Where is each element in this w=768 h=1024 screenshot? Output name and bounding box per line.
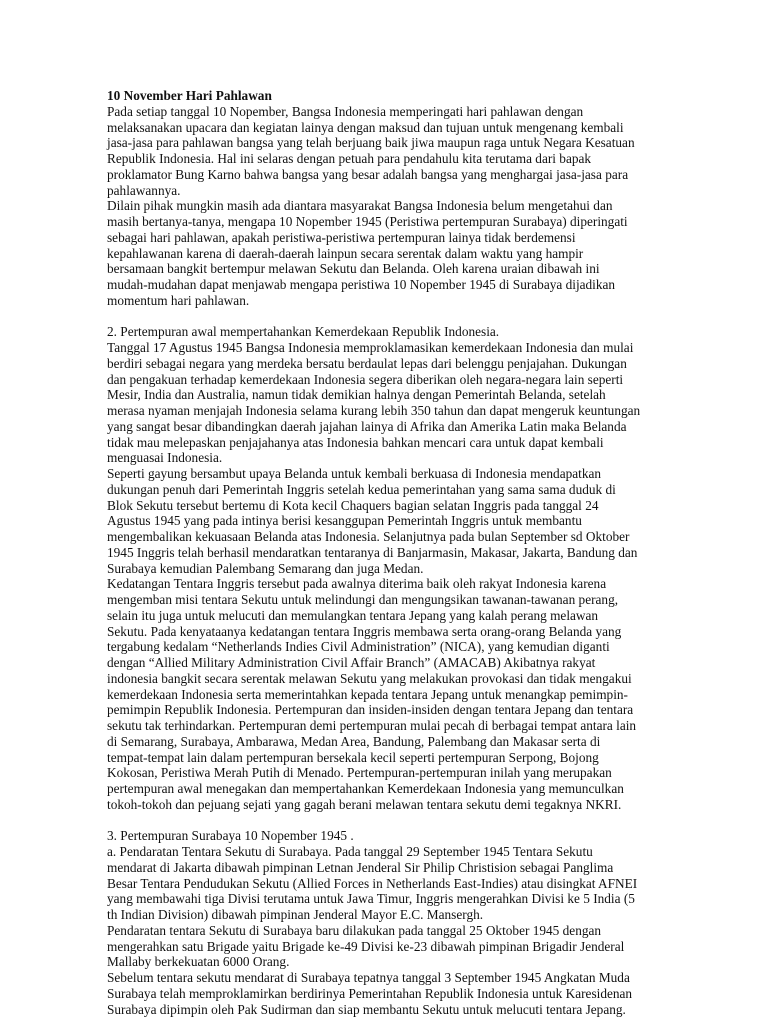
text-line: pahlawannya. xyxy=(107,182,181,198)
text-line: Pada setiap tanggal 10 Nopember, Bangsa Indonesia memperingati hari pahlawan dengan xyxy=(107,103,584,119)
text-line: mudah-mudahan dapat menjawab mengapa peristiwa 10 Nopember 1945 di Surabaya dijadikan xyxy=(107,277,616,292)
text-line: masih bertanya-tanya, mengapa 10 Nopember 1945 (Peristiwa pertempuran Surabaya) diperingati xyxy=(107,214,628,229)
text-line: Blok Sekutu tersebut bertemu di Kota kecil Chaquers bagian selatan Inggris pada tanggal 24 xyxy=(107,497,599,513)
text-line: mengerahkan satu Brigade yaitu Brigade ke-49 Divisi ke-23 dibawah pimpinan Brigadir Jenderal xyxy=(107,938,625,954)
text-line: kepahlawanan karena di daerah-daerah lainpun secara serentak dalam waktu yang hampir xyxy=(107,245,584,261)
text-line: tokoh-tokoh dan pejuang sejati yang gagah berani melawan tentara sekutu demi tegaknya NKRI. xyxy=(107,796,622,812)
text-line: tempat-tempat lain dalam pertempuran bersekala kecil seperti pertempuran Serpong, Bojong xyxy=(107,749,599,765)
text-line: Seperti gayung bersambut upaya Belanda untuk kembali berkuasa di Indonesia mendapatkan xyxy=(107,466,602,481)
text-line: berdiri sebagai negara yang merdeka bersatu berdaulat lepas dari belenggu penjajahan. Dukungan xyxy=(107,355,627,371)
text-line: 1945 Inggris telah berhasil mendaratkan tentaranya di Banjarmasin, Makasar, Jakarta, Bandung dan xyxy=(107,544,638,560)
text-line: Pendaratan tentara Sekutu di Surabaya baru dilakukan pada tanggal 25 Oktober 1945 dengan xyxy=(107,922,602,938)
paragraph-gap xyxy=(107,309,667,325)
text-line: di Semarang, Surabaya, Ambarawa, Medan Area, Bandung, Palembang dan Makasar serta di xyxy=(107,733,601,749)
text-line: proklamator Bung Karno bahwa bangsa yang besar adalah bangsa yang menghargai jasa-jasa para xyxy=(107,166,629,182)
text-line: th Indian Division) dibawah pimpinan Jenderal Mayor E.C. Mansergh. xyxy=(107,907,484,922)
text-line: yang sangat besar dibandingkan daerah jajahan lainya di Afrika dan Amerika Latin maka Belanda xyxy=(107,418,627,434)
text-line: yang membawahi tiga Divisi terutama untuk Jawa Timur, Inggris mengerahkan Divisi ke 5 India (5 xyxy=(107,891,635,907)
text-line: 2. Pertempuran awal mempertahankan Kemerdekaan Republik Indonesia. xyxy=(107,324,500,340)
text-line: sebagai hari pahlawan, apakah peristiwa-peristiwa pertempuran lainya tidak berdemensi xyxy=(107,229,576,245)
text-line: pertempuran awal menegakan dan mempertahankan Kemerdekaan Indonesia yang memunculkan xyxy=(107,781,624,796)
paragraph-gap xyxy=(107,813,667,829)
text-line: Kedatangan Tentara Inggris tersebut pada awalnya diterima baik oleh rakyat Indonesia karena xyxy=(107,576,607,592)
text-line: kemerdekaan Indonesia serta memerintahkan kepada tentara Jepang untuk menangkap pemimpin- xyxy=(107,686,628,702)
text-line: bersamaan bangkit bertempur melawan Sekutu dan Belanda. Oleh karena uraian dibawah ini xyxy=(107,261,600,277)
document-body xyxy=(107,88,667,1017)
text-line: melaksanakan upacara dan kegiatan lainya dengan maksud dan tujuan untuk mengenang kembali xyxy=(107,119,624,135)
text-line: Sebelum tentara sekutu mendarat di Surabaya tepatnya tanggal 3 September 1945 Angkatan Muda xyxy=(107,970,630,985)
text-line: Mallaby berkekuatan 6000 Orang. xyxy=(107,954,290,970)
text-line: selain itu juga untuk melucuti dan memulangkan tentara Jepang yang kalah perang melawan xyxy=(107,607,599,623)
text-line: sekutu tak terhindarkan. Pertempuran demi pertempuran mulai pecah di berbagai tempat antara lain xyxy=(107,718,637,733)
text-line: Besar Tentara Pendudukan Sekutu (Allied Forces in Netherlands East-Indies) atau disingkat AFNEI xyxy=(107,875,638,891)
text-line: dan pengakuan terhadap kemerdekaan Indonesia segera diberikan oleh negara-negara lain seperti xyxy=(107,371,624,387)
text-line: indonesia bangkit secara serentak melawan Sekutu yang melakukan provokasi dan tidak mengakui xyxy=(107,670,632,686)
document-text xyxy=(107,104,667,1018)
text-line: Surabaya dipimpin oleh Pak Sudirman dan siap membantu Sekutu untuk melucuti tentara Jepang. xyxy=(107,1001,626,1017)
text-line: Kokosan, Peristiwa Merah Putih di Menado. Pertempuran-pertempuran inilah yang merupakan xyxy=(107,765,612,781)
text-line: dukungan penuh dari Pemerintah Inggris setelah kedua pemerintahan yang sama sama duduk di xyxy=(107,481,616,497)
text-line: menguasai Indonesia. xyxy=(107,450,223,466)
text-line: Agustus 1945 yang pada intinya berisi kesanggupan Pemerintah Inggris untuk membantu xyxy=(107,513,582,529)
text-line: Republik Indonesia. Hal ini selaras dengan petuah para pendahulu kita terutama dari bapak xyxy=(107,151,592,166)
text-line: tergabung kedalam “Netherlands Indies Civil Administration” (NICA), yang kemudian diganti xyxy=(107,639,610,655)
text-line: Sekutu. Pada kenyataanya kedatangan tentara Inggris membawa serta orang-orang Belanda yang xyxy=(107,623,622,639)
text-line: dengan “Allied Military Administration Civil Affair Branch” (AMACAB) Akibatnya rakyat xyxy=(107,655,596,670)
text-line: Surabaya telah memproklamirkan berdirinya Pemerintahan Republik Indonesia untuk Karesidenan xyxy=(107,985,633,1001)
text-line: tidak mau melepaskan penjajahanya atas Indonesia bahkan mencari cara untuk dapat kembali xyxy=(107,434,604,450)
text-line: Dilain pihak mungkin masih ada diantara masyarakat Bangsa Indonesia belum mengetahui dan xyxy=(107,198,613,214)
text-line: a. Pendaratan Tentara Sekutu di Surabaya. Pada tanggal 29 September 1945 Tentara Sekutu xyxy=(107,844,593,859)
text-line: Mesir, India dan Australia, namun tidak demikian halnya dengan Pemerintah Belanda, setelah xyxy=(107,387,606,403)
text-line: momentum hari pahlawan. xyxy=(107,292,250,308)
text-line: pemimpin Republik Indonesia. Pertempuran dan insiden-insiden dengan tentara Jepang dan tentara xyxy=(107,702,634,718)
text-line: jasa-jasa para pahlawan bangsa yang telah berjuang baik jiwa maupun raga untuk Negara Kesatuan xyxy=(107,135,635,151)
text-line: Tanggal 17 Agustus 1945 Bangsa Indonesia memproklamasikan kemerdekaan Indonesia dan mulai xyxy=(107,340,634,355)
text-line: merasa nyaman menjajah Indonesia selama kurang lebih 350 tahun dan dapat mengeruk keuntungan xyxy=(107,403,641,418)
text-line: mengembalikan kekuasaan Belanda atas Indonesia. Selanjutnya pada bulan September sd Oktober xyxy=(107,529,630,544)
text-line: Surabaya kemudian Palembang Semarang dan juga Medan. xyxy=(107,560,424,576)
text-line: 3. Pertempuran Surabaya 10 Nopember 1945 . xyxy=(107,828,354,844)
text-line: mengemban misi tentara Sekutu untuk melindungi dan mengungsikan tawanan-tawanan perang, xyxy=(107,592,619,607)
text-line: mendarat di Jakarta dibawah pimpinan Letnan Jenderal Sir Philip Christision sebagai Panglima xyxy=(107,859,614,875)
document-title: 10 November Hari Pahlawan xyxy=(107,88,272,103)
